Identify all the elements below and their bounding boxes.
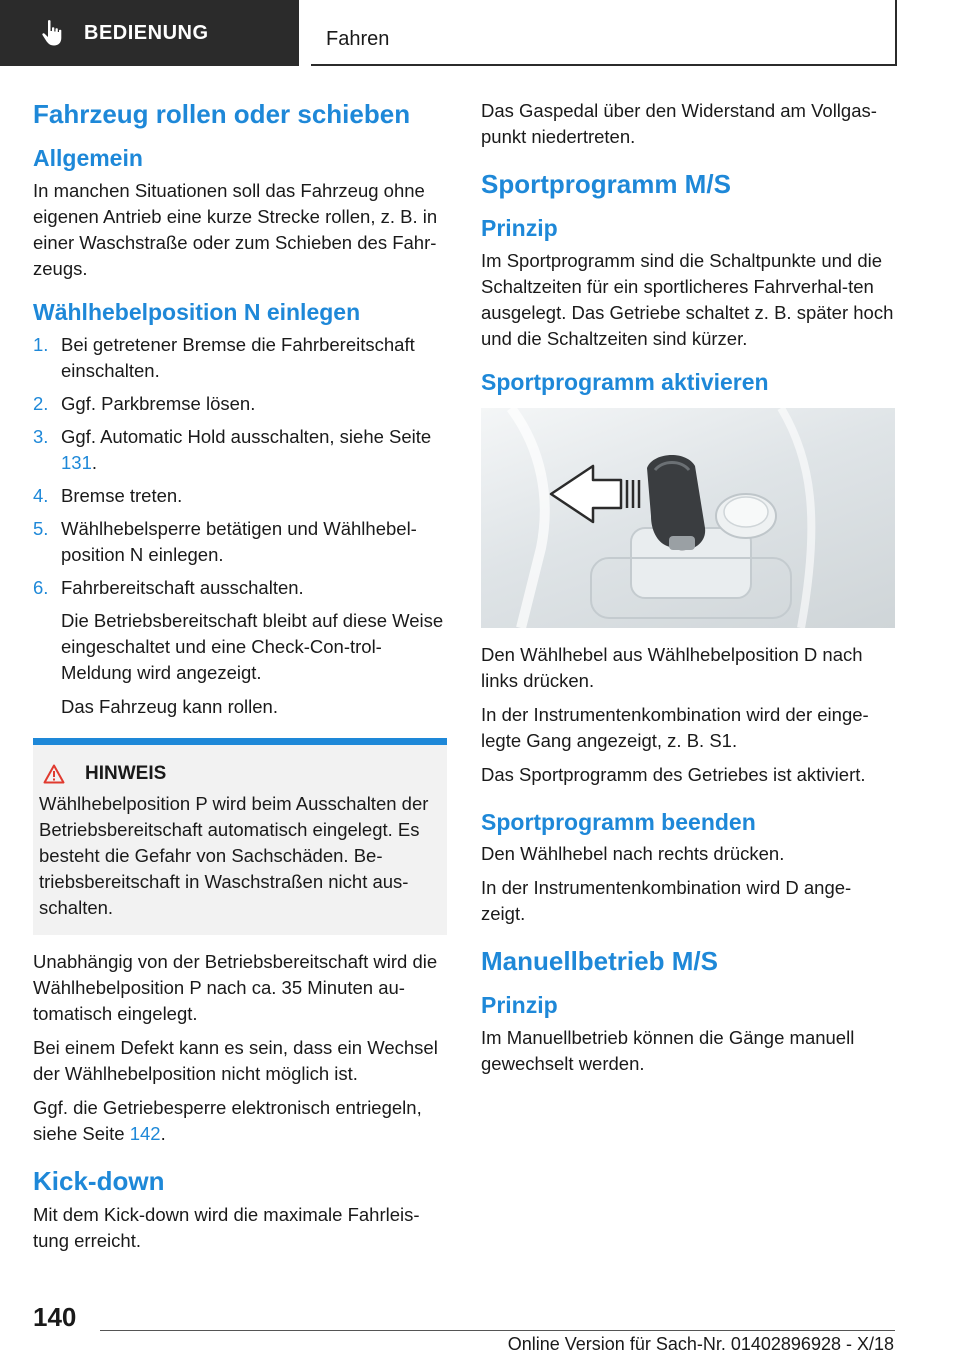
- section-title: Fahrzeug rollen oder schieben: [33, 99, 411, 129]
- list-item: 6. Fahrbereitschaft ausschalten.: [33, 576, 304, 598]
- beenden-text-1: Den Wählhebel nach rechts drücken.: [481, 843, 785, 865]
- manuell-title: Manuellbetrieb M/S: [481, 946, 718, 977]
- gear-selector-image: [481, 408, 895, 628]
- paragraph-auto-p: Unabhängig von der Betriebsbereitschaft wird die Wählhebelposition P nach ca. 35 Minuten au-tomatisch eingelegt.: [33, 950, 438, 1024]
- kickdown-heading: Kick-down: [33, 1165, 165, 1196]
- header-chapter: [311, 0, 897, 66]
- notice-box: [33, 738, 447, 935]
- allgemein-text: In manchen Situationen soll das Fahrzeug ohne eigenen Antrieb eine kurze Strecke rollen, z. B. in einer Waschstraße oder zum Schieben des Fahr-zeugs.: [33, 179, 438, 279]
- list-item: 3. Ggf. Automatic Hold ausschalten, siehe Seite 131.: [33, 425, 432, 473]
- page-number: 140: [33, 1302, 77, 1332]
- beenden-text-2: In der Instrumentenkombination wird D ange-zeigt.: [481, 877, 852, 925]
- hand-pointer-icon: [40, 19, 66, 47]
- steps-list: [33, 332, 447, 601]
- sport-prinzip-heading: Prinzip: [481, 214, 558, 241]
- paragraph-getriebesperre: Ggf. die Getriebesperre elektronisch entriegeln, siehe Seite 142.: [33, 1096, 422, 1144]
- page-link-131[interactable]: 131: [61, 451, 92, 473]
- warning-triangle-icon: [43, 764, 65, 784]
- paragraph-defekt: Bei einem Defekt kann es sein, dass ein Wechsel der Wählhebelposition nicht möglich ist.: [33, 1036, 438, 1084]
- footer-version-text: Online Version für Sach-Nr. 01402896928 - X/18: [507, 1334, 894, 1354]
- step-note-2: Das Fahrzeug kann rollen.: [61, 695, 278, 717]
- notice-title: HINWEIS: [85, 762, 167, 784]
- sport-beenden-heading: Sportprogramm beenden: [481, 808, 756, 835]
- list-item: 4. Bremse treten.: [33, 484, 183, 506]
- sport-prinzip-text: Im Sportprogramm sind die Schaltpunkte und die Schaltzeiten für ein sportlicheres Fahrverhal-ten ausgelegt. Das Getriebe schaltet z. B. später hoch und die Schaltzeiten sind kürzer.: [481, 249, 894, 349]
- notice-text: Wählhebelposition P wird beim Ausschalten der Betriebsbereitschaft automatisch eingelegt. Es besteht die Gefahr von Sachschäden. Be-triebsbereitschaft in Waschstraßen nicht aus-schalten.: [39, 792, 429, 918]
- page-link-142[interactable]: 142: [129, 1122, 161, 1144]
- aktivieren-text-3: Das Sportprogramm des Getriebes ist aktiviert.: [481, 763, 866, 785]
- list-item: 1. Bei getretener Bremse die Fahrbereitschaft einschalten.: [33, 333, 415, 381]
- sport-title: Sportprogramm M/S: [481, 169, 731, 199]
- manuell-prinzip-text: Im Manuellbetrieb können die Gänge manuell gewechselt werden.: [481, 1027, 855, 1075]
- step-note-1: Die Betriebsbereitschaft bleibt auf diese Weise eingeschaltet und eine Check-Con-trol-Meldung wird angezeigt.: [61, 609, 444, 683]
- header-section-tab: [0, 0, 299, 66]
- gear-selector-illustration: [481, 408, 895, 628]
- aktivieren-text-2: In der Instrumentenkombination wird der einge-legte Gang angezeigt, z. B. S1.: [481, 703, 869, 751]
- gaspedal-text: Das Gaspedal über den Widerstand am Vollgas-punkt niedertreten.: [481, 100, 877, 147]
- allgemein-heading: Allgemein: [33, 144, 143, 171]
- list-item: 2. Ggf. Parkbremse lösen.: [33, 392, 256, 414]
- sport-aktivieren-heading: Sportprogramm aktivieren: [481, 368, 769, 395]
- manuell-prinzip-heading: Prinzip: [481, 992, 558, 1019]
- header-section-label: BEDIENUNG: [84, 21, 209, 44]
- footer-divider: [100, 1330, 895, 1331]
- right-column: [481, 98, 895, 1085]
- waehlhebel-heading: Wählhebelposition N einlegen: [33, 298, 361, 325]
- kickdown-text: Mit dem Kick-down wird die maximale Fahrleis-tung erreicht.: [33, 1204, 420, 1252]
- list-item: 5. Wählhebelsperre betätigen und Wählhebel-position N einlegen.: [33, 517, 417, 565]
- header-chapter-label: Fahren: [326, 28, 390, 50]
- aktivieren-text-1: Den Wählhebel aus Wählhebelposition D nach links drücken.: [481, 643, 863, 691]
- left-column: [33, 98, 447, 1262]
